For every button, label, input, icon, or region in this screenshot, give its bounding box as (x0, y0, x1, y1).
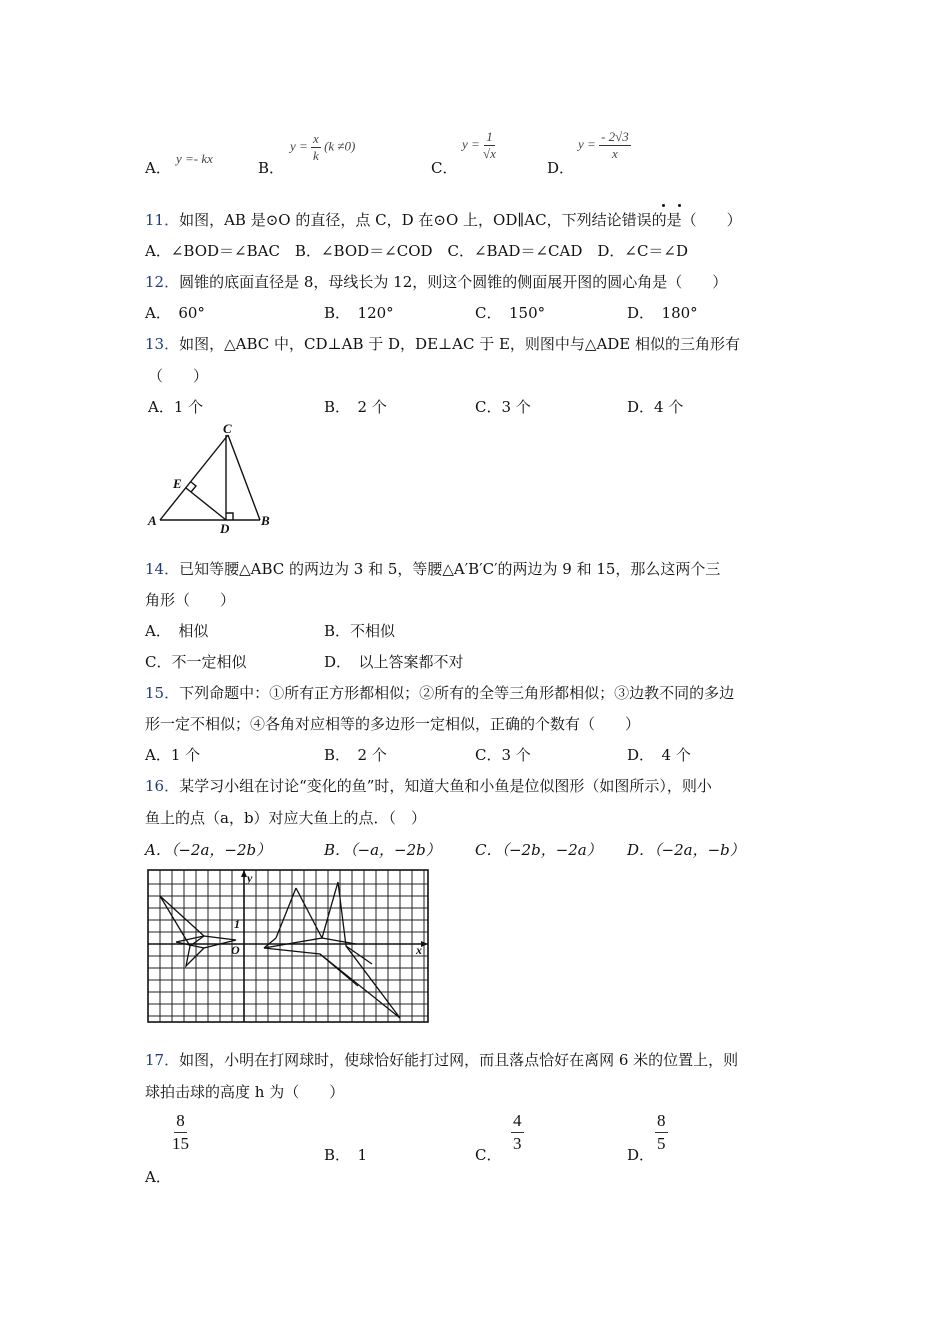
q15-stem-line2: 形一定不相似；④各角对应相等的多边形一定相似，正确的个数有（ ） (145, 715, 641, 733)
q12-option-a: A． 60° (145, 304, 205, 322)
q15-option-d: D． 4 个 (627, 746, 691, 764)
q16-option-c: C．（−2b，−2a） (475, 841, 602, 859)
q12-stem (145, 272, 727, 292)
q11-text: 如图，AB 是⊙O 的直径，点 C，D 在⊙O 上，OD∥AC，下列结论错误的是（ ） (179, 211, 742, 229)
q13-option-c: C．3 个 (475, 398, 531, 416)
q15-text: 下列命题中：①所有正方形都相似；②所有的全等三角形都相似；③边教不同的多边 (179, 684, 735, 702)
big-fish (264, 882, 400, 1018)
q10-b-den: k (313, 148, 319, 163)
q16-option-a: A．（−2a，−2b） (145, 841, 272, 859)
q10-b-cond: (k ≠0) (324, 138, 356, 154)
q17-option-c-label: C． (475, 1146, 502, 1164)
segment-de (186, 488, 226, 520)
q13-stem (145, 334, 740, 354)
q10-option-b-label: B． (258, 159, 285, 177)
q17-c-num: 4 (511, 1110, 524, 1133)
q10-option-c-label: C． (431, 159, 458, 177)
q17-a-den: 15 (172, 1134, 189, 1153)
q10-option-c-expr (462, 129, 496, 162)
q13-option-a: A．1 个 (148, 398, 204, 416)
origin-label: O (231, 943, 240, 957)
label-c: C (223, 421, 232, 436)
q12-number: 12． (145, 273, 180, 291)
y-axis-label: y (247, 871, 253, 885)
q15-option-c: C．3 个 (475, 746, 531, 764)
label-a: A (148, 513, 157, 528)
q17-option-d-label: D． (627, 1146, 655, 1164)
q10-option-b-expr (290, 131, 355, 164)
emphasis-dot (662, 204, 665, 207)
right-angle-e (191, 482, 196, 492)
q16-stem (145, 776, 712, 796)
q10-c-y: y = (462, 136, 480, 152)
q15-option-b: B． 2 个 (324, 746, 387, 764)
q13-number: 13． (145, 335, 180, 353)
q14-option-c: C．不一定相似 (145, 653, 247, 671)
q14-stem (145, 559, 720, 579)
q10-d-den: x (612, 146, 618, 161)
q13-option-d: D．4 个 (627, 398, 684, 416)
q13-paren: （ ） (148, 367, 209, 385)
q16-option-d: D．（−2a，−b） (627, 841, 745, 859)
emphasis-dot (678, 204, 681, 207)
q10-option-d-label: D． (547, 159, 575, 177)
q17-option-a-label: A． (145, 1168, 171, 1186)
q10-d-y: y = (578, 136, 596, 152)
q15-number: 15． (145, 684, 180, 702)
q16-number: 16． (145, 777, 180, 795)
q10-option-d-expr (578, 129, 631, 162)
q13-text: 如图，△ABC 中，CD⊥AB 于 D，DE⊥AC 于 E，则图中与△ADE 相似的三角形有 (179, 335, 741, 353)
unit-label: 1 (234, 917, 240, 931)
q10-option-a-expr: y =- kx (176, 151, 213, 166)
q14-text: 已知等腰△ABC 的两边为 3 和 5，等腰△A′B′C′的两边为 9 和 15，那么这两个三 (179, 560, 721, 578)
label-e: E (173, 476, 182, 491)
q10-option-a-label: A． (145, 159, 171, 177)
q17-stem (145, 1050, 738, 1070)
q12-text: 圆锥的底面直径是 8，母线长为 12，则这个圆锥的侧面展开图的圆心角是（ ） (179, 273, 728, 291)
q17-stem-line2: 球拍击球的高度 h 为（ ） (145, 1083, 345, 1101)
q17-number: 17． (145, 1051, 180, 1069)
q12-option-b: B． 120° (324, 304, 394, 322)
q12-option-c: C． 150° (475, 304, 546, 322)
q11-options: A．∠BOD＝∠BAC B．∠BOD＝∠COD C．∠BAD＝∠CAD D．∠C＝∠D (145, 242, 689, 260)
q16-stem-line2: 鱼上的点（a，b）对应大鱼上的点．（ ） (145, 809, 427, 827)
q17-text: 如图，小明在打网球时，使球恰好能打过网，而且落点恰好在离网 6 米的位置上，则 (179, 1051, 739, 1069)
q10-c-den: √x (483, 146, 496, 161)
q11-stem (145, 210, 742, 230)
q15-stem (145, 683, 734, 703)
right-angle-d (226, 513, 233, 520)
q13-option-b: B． 2 个 (324, 398, 387, 416)
q10-d-num: - 2√3 (601, 129, 629, 144)
segment-bc (228, 435, 260, 520)
q14-stem-line2: 角形（ ） (145, 591, 236, 609)
q17-option-d-fraction (655, 1110, 668, 1155)
q11-number: 11． (145, 211, 180, 229)
q17-option-c-fraction (511, 1110, 524, 1155)
q13-triangle-figure (140, 420, 285, 540)
q10-b-y: y = (290, 138, 308, 154)
q16-text: 某学习小组在讨论“变化的鱼”时，知道大鱼和小鱼是位似图形（如图所示），则小 (179, 777, 712, 795)
q14-option-d: D． 以上答案都不对 (324, 653, 464, 671)
q17-c-den: 3 (513, 1134, 522, 1153)
q14-number: 14． (145, 560, 180, 578)
q16-fish-grid-figure (146, 868, 430, 1024)
q10-b-num: x (313, 131, 319, 146)
q17-a-num: 8 (174, 1110, 187, 1133)
q16-option-b: B．（−a，−2b） (324, 841, 441, 859)
q14-option-a: A． 相似 (145, 622, 209, 640)
segment-ac (160, 435, 228, 520)
q12-option-d: D． 180° (627, 304, 698, 322)
q15-option-a: A．1 个 (145, 746, 201, 764)
q17-option-a-fraction (172, 1110, 189, 1155)
q17-d-den: 5 (657, 1134, 666, 1153)
x-axis-label: x (416, 943, 422, 957)
q17-option-b: B． 1 (324, 1146, 368, 1164)
label-b: B (261, 513, 270, 528)
q10-c-num: 1 (486, 129, 493, 144)
q17-d-num: 8 (655, 1110, 668, 1133)
label-d: D (220, 521, 230, 536)
q14-option-b: B．不相似 (324, 622, 396, 640)
